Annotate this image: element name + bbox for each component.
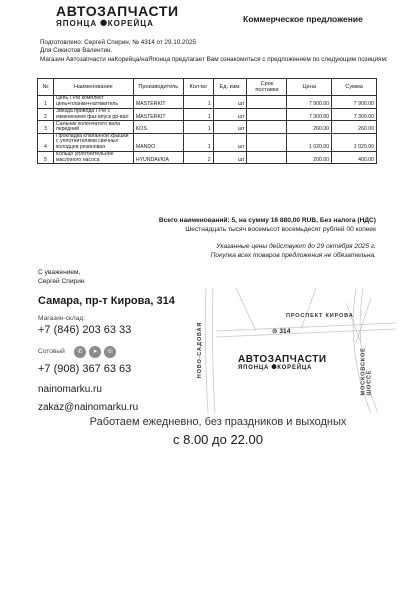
col-header-qty: Кол-во: [183, 79, 213, 96]
cell-qty: 2: [183, 151, 213, 164]
mobile-phone[interactable]: +7 (908) 367 63 63: [38, 363, 132, 375]
street-kirova-label: ПРОСПЕКТ КИРОВА: [286, 313, 354, 319]
map-pin-icon: ⊙: [272, 327, 278, 335]
col-header-maker: Производитель: [133, 79, 183, 96]
signer-name: Сергей Спирин: [38, 278, 85, 285]
table-row: [38, 133, 377, 151]
cell-name: Звезда привода ГРМ с изменением фаз впуск рр-вал: [53, 108, 133, 121]
cell-maker: MASTERKIT: [133, 108, 183, 121]
map-logo-title: АВТОЗАПЧАСТИ: [238, 354, 327, 365]
recipient: Для Сикиотов Валентин.: [40, 47, 113, 54]
intro-text: Магазин Автозапчасти наКорейца/наЯпонца предлагает Вам ознакомиться с предложением по следующим позициям:: [40, 56, 388, 63]
cell-name: Сальник коленчатого вала передний: [53, 121, 133, 134]
table-row: [38, 121, 377, 134]
col-header-name: Наименование: [53, 79, 133, 96]
cell-price: 200.00: [287, 151, 332, 164]
cell-unit: шт: [213, 96, 247, 109]
cell-qty: 1: [183, 108, 213, 121]
street-moskovskoe-label: МОСКОВСКОЕ ШОССЕ: [360, 347, 373, 396]
cell-sum: 260.00: [332, 121, 377, 134]
cell-maker: KOS: [133, 121, 183, 134]
col-header-term: Срок поставки: [247, 79, 287, 96]
cell-maker: MANDO: [133, 133, 183, 151]
store-phone[interactable]: +7 (846) 203 63 33: [38, 324, 132, 336]
messenger-icons: [74, 346, 116, 358]
document-title: Коммерческое предложение: [243, 14, 363, 24]
cell-sum: 1 020.00: [332, 133, 377, 151]
table-row: [38, 96, 377, 109]
company-logo: [56, 4, 206, 29]
cell-number: 1: [38, 96, 54, 109]
cell-maker: MASTERKIT: [133, 96, 183, 109]
telegram-icon[interactable]: ➤: [89, 346, 101, 358]
working-days: Работаем ежедневно, без праздников и выходных: [89, 416, 347, 428]
map-logo-subtitle: ЯПОНЦА ⯃КОРЕЙЦА: [238, 365, 313, 371]
prepared-by: Подготовлено: Сергей Спирин, № 4314 от 29.10.2025: [40, 39, 196, 46]
cell-number: 2: [38, 108, 54, 121]
table-header-row: [38, 79, 377, 96]
cell-unit: шт: [213, 133, 247, 151]
col-header-price: Цена: [287, 79, 332, 96]
street-novo-sadovaya-label: НОВО-САДОВАЯ: [197, 321, 204, 379]
cell-sum: 400.00: [332, 151, 377, 164]
purchase-note: Покупка всех товаров предложения не обязательна.: [210, 252, 376, 259]
cell-sum: 7 300.00: [332, 108, 377, 121]
cell-price: 7 900.00: [287, 96, 332, 109]
total-in-words: Шестнадцать тысяч восемьсот восемьдесят рублей 00 копеек: [185, 226, 376, 233]
signature-block: [38, 268, 85, 286]
logo-subtitle: ЯПОНЦА ⯃КОРЕЙЦА: [56, 19, 154, 28]
cell-name: Кольцо уплотнительное масляного насоса: [53, 151, 133, 164]
map-store-logo: [238, 354, 327, 372]
cell-number: 4: [38, 133, 54, 151]
viber-icon[interactable]: ✆: [74, 346, 86, 358]
cell-number: 5: [38, 151, 54, 164]
website-link[interactable]: nainomarku.ru: [38, 384, 102, 395]
table-row: [38, 108, 377, 121]
cell-term: [247, 151, 287, 164]
cell-term: [247, 121, 287, 134]
cell-price: 7 300.00: [287, 108, 332, 121]
cell-price: 1 020.00: [287, 133, 332, 151]
cell-term: [247, 133, 287, 151]
cell-term: [247, 96, 287, 109]
col-header-sum: Сумма: [332, 79, 377, 96]
cell-name: Цепь ГРМ комплект цепь+планки+натяжитель: [53, 96, 133, 109]
map-house-marker: [272, 327, 290, 335]
cell-qty: 1: [183, 133, 213, 151]
col-header-number: №: [38, 79, 54, 96]
logo-title: АВТОЗАПЧАСТИ: [56, 3, 179, 19]
price-validity-note: Указанные цены действуют до 29 октября 2025 г.: [216, 243, 376, 250]
whatsapp-icon[interactable]: ☏: [104, 346, 116, 358]
cell-number: 3: [38, 121, 54, 134]
location-map: [196, 283, 401, 418]
mobile-label: Сотовый: [38, 348, 65, 355]
cell-qty: 1: [183, 121, 213, 134]
table-row: [38, 151, 377, 164]
store-phone-label: Магазин-склад:: [38, 315, 86, 322]
cell-name: Прокладка клапанной крышки с уплотнителями свечных колодцев резиновая: [53, 133, 133, 151]
cell-term: [247, 108, 287, 121]
cell-unit: шт: [213, 108, 247, 121]
cell-qty: 1: [183, 96, 213, 109]
store-address: Самара, пр-т Кирова, 314: [38, 295, 175, 307]
regards-text: С уважением,: [38, 269, 81, 276]
cell-unit: шт: [213, 121, 247, 134]
cell-maker: HYUNDAI/KIA: [133, 151, 183, 164]
cell-unit: шт: [213, 151, 247, 164]
working-hours: с 8.00 до 22.00: [173, 432, 263, 447]
items-table: [37, 78, 377, 164]
house-number: 314: [279, 328, 291, 335]
total-summary: Всего наименований: 5, на сумму 16 880,00 RUB, Без налога (НДС): [158, 217, 376, 224]
cell-price: 260.00: [287, 121, 332, 134]
cell-sum: 7 900.00: [332, 96, 377, 109]
col-header-unit: Ед. изм.: [213, 79, 247, 96]
email-link[interactable]: zakaz@nainomarku.ru: [38, 402, 139, 413]
